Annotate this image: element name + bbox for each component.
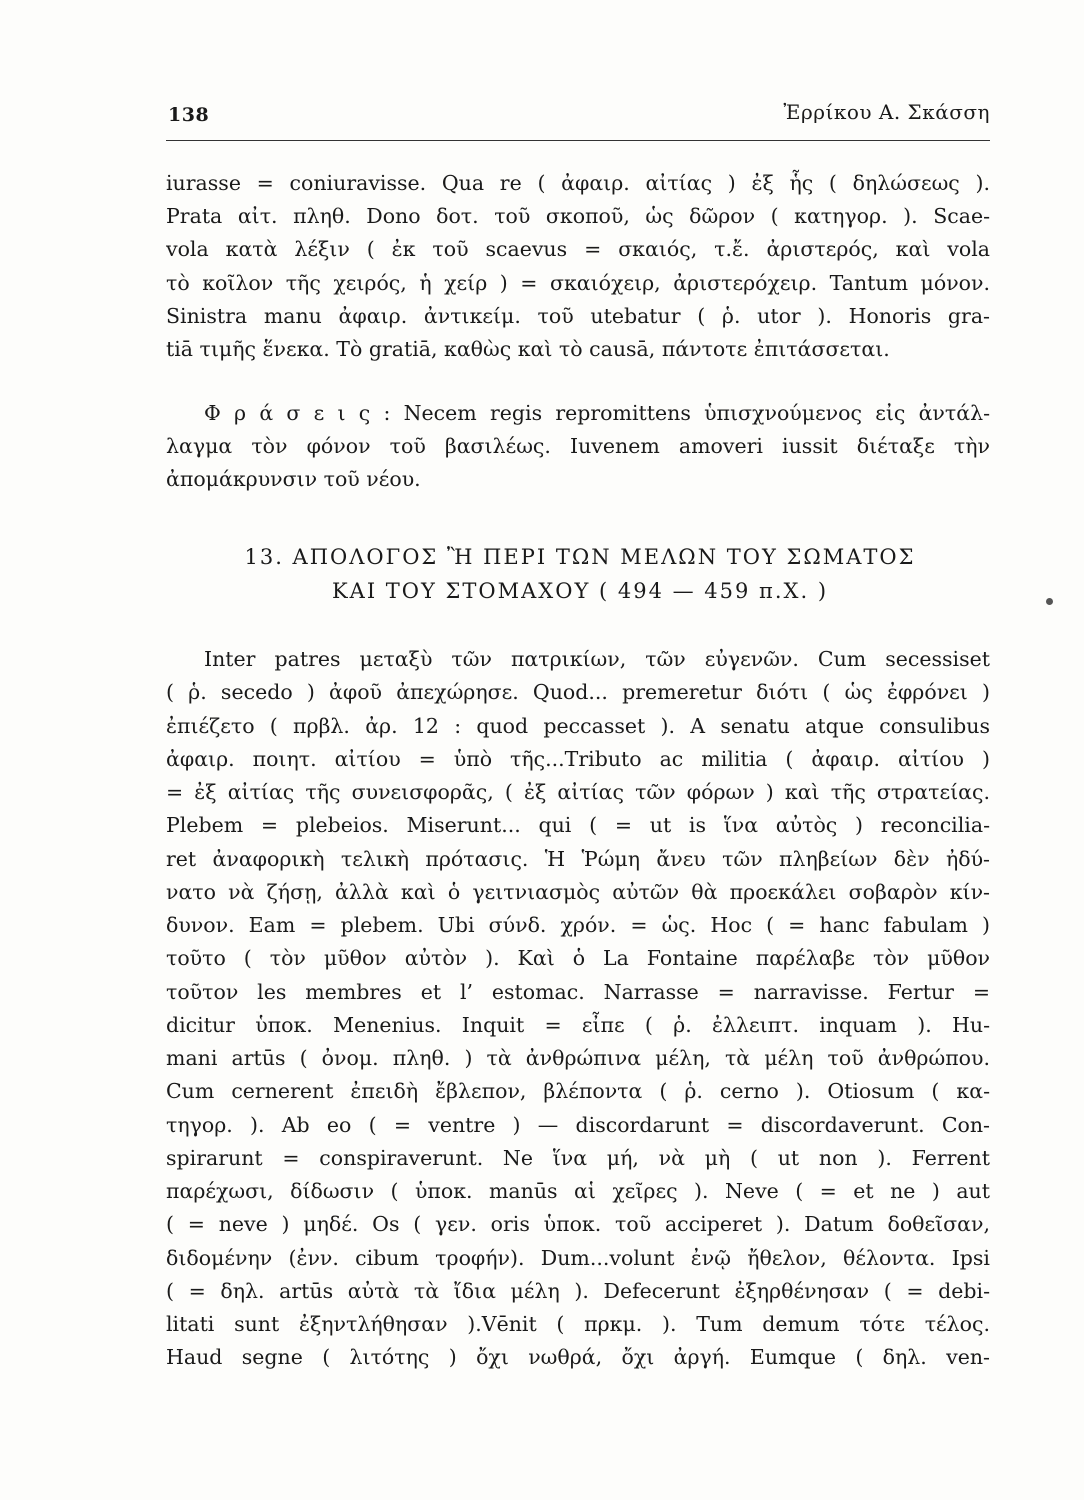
section-heading — [200, 540, 960, 608]
text-line: Cum cernerent ἐπειδὴ ἔβλεπον, βλέποντα ( ῥ. cerno ). Otiosum ( κα- — [166, 1079, 990, 1104]
text-line: νατο νὰ ζήσῃ, ἀλλὰ καὶ ὁ γειτνιασμὸς αὐτῶν θὰ προεκάλει σοβαρὸν κίν- — [166, 879, 990, 904]
text-line: ἀπομάκρυνσιν τοῦ νέου. — [166, 467, 421, 492]
commentary-paragraph — [166, 643, 990, 1375]
text-line: iurasse = coniuravisse. Qua re ( ἀφαιρ. αἰτίας ) ἐξ ἧς ( δηλώσεως ). — [166, 171, 990, 195]
text-line: tiā τιμῆς ἕνεκα. Τὸ gratiā, καθὼς καὶ τὸ causā, πάντοτε ἐπιτάσσεται. — [166, 336, 890, 361]
text-line: Φ ρ ά σ ε ι ς : Necem regis repromittens ὑπισχνούμενος εἰς ἀντάλ- — [204, 401, 990, 425]
text-line: τοῦτον les membres et l’ estomac. Narrasse = narravisse. Fertur = — [166, 979, 990, 1004]
text-line: δυνον. Eam = plebem. Ubi σύνδ. χρόν. = ὡς. Hoc ( = hanc fabulam ) — [166, 913, 990, 937]
text-line: διδομένην (ἐνν. cibum τροφήν). Dum...volunt ἐνῷ ἤθελον, θέλοντα. Ipsi — [166, 1245, 990, 1270]
header-rule — [166, 140, 990, 141]
text-line: Haud segne ( λιτότης ) ὄχι νωθρά, ὄχι ἀργή. Eumque ( δηλ. ven- — [166, 1345, 990, 1370]
text-line: Sinistra manu ἀφαιρ. ἀντικείμ. τοῦ utebatur ( ῥ. utor ). Honoris gra- — [166, 303, 990, 328]
text-line: litati sunt ἐξηντλήθησαν ).Vēnit ( πρκμ. ). Tum demum τότε τέλος. — [166, 1312, 990, 1336]
text-line: vola κατὰ λέξιν ( ἐκ τοῦ scaevus = σκαιός, τ.ἔ. ἀριστερός, καὶ vola — [166, 237, 990, 262]
text-line: ret ἀναφορικὴ τελικὴ πρότασις. Ἡ Ῥώμη ἄνευ τῶν πληβείων δὲν ἠδύ- — [166, 846, 990, 871]
text-line: τηγορ. ). Ab eo ( = ventre ) — discordarunt = discordaverunt. Con- — [166, 1112, 990, 1137]
text-line: ( = δηλ. artūs αὐτὰ τὰ ἴδια μέλη ). Defecerunt ἐξηρθένησαν ( = debi- — [166, 1278, 990, 1303]
section-heading-line-2: ΚΑΙ ΤΟΥ ΣΤΟΜΑΧΟΥ ( 494 — 459 π.Χ. ) — [331, 579, 829, 603]
text-line: Prata αἰτ. πληθ. Dono δοτ. τοῦ σκοποῦ, ὡς δῶρον ( κατηγορ. ). Scae- — [166, 204, 990, 229]
text-line: dicitur ὑποκ. Menenius. Inquit = εἶπε ( ῥ. ἐλλειπτ. inquam ). Hu- — [166, 1012, 990, 1037]
text-line: ( ῥ. secedo ) ἀφοῦ ἀπεχώρησε. Quod... premeretur διότι ( ὡς ἐφρόνει ) — [166, 680, 990, 705]
vocabulary-notes-paragraph — [166, 167, 990, 366]
section-heading-line-1: 13. ΑΠΟΛΟΓΟΣ Ἢ ΠΕΡΙ ΤΩΝ ΜΕΛΩΝ ΤΟΥ ΣΩΜΑΤΟΣ — [244, 545, 916, 569]
text-line: = ἐξ αἰτίας τῆς συνεισφορᾶς, ( ἐξ αἰτίας τῶν φόρων ) καὶ τῆς στρατείας. — [166, 780, 990, 804]
text-line: Inter patres μεταξὺ τῶν πατρικίων, τῶν εὐγενῶν. Cum secessiset — [204, 647, 990, 671]
text-line: τὸ κοῖλον τῆς χειρός, ἡ χείρ ) = σκαιόχειρ, ἀριστερόχειρ. Tantum μόνον. — [166, 270, 990, 295]
text-line: mani artūs ( ὀνομ. πληθ. ) τὰ ἀνθρώπινα μέλη, τὰ μέλη τοῦ ἀνθρώπου. — [166, 1046, 990, 1070]
text-line: ἀφαιρ. ποιητ. αἰτίου = ὑπὸ τῆς...Tributo ac militia ( ἀφαιρ. αἰτίου ) — [166, 746, 990, 771]
text-line: λαγμα τὸν φόνον τοῦ βασιλέως. Iuvenem amoveri iussit διέταξε τὴν — [166, 434, 990, 459]
phrases-paragraph — [166, 397, 990, 497]
text-line: τοῦτο ( τὸν μῦθον αὐτὸν ). Καὶ ὁ La Fontaine παρέλαβε τὸν μῦθον — [166, 946, 990, 971]
text-line: παρέχωσι, δίδωσιν ( ὑποκ. manūs αἱ χεῖρες ). Neve ( = et ne ) aut — [166, 1179, 990, 1203]
page-header — [168, 96, 990, 136]
page-number: 138 — [168, 104, 210, 126]
running-head: Ἐρρίκου Α. Σκάσση — [783, 100, 990, 124]
text-line: spirarunt = conspiraverunt. Ne ἵνα μή, νὰ μὴ ( ut non ). Ferrent — [166, 1145, 990, 1170]
margin-dot-mark — [1046, 598, 1053, 605]
text-line: ἐπιέζετο ( πρβλ. ἀρ. 12 : quod peccasset ). A senatu atque consulibus — [166, 713, 990, 738]
text-line: Plebem = plebeios. Miserunt... qui ( = ut is ἵνα αὐτὸς ) reconcilia- — [166, 813, 990, 838]
text-line: ( = neve ) μηδέ. Os ( γεν. oris ὑποκ. τοῦ acciperet ). Datum δοθεῖσαν, — [166, 1212, 990, 1237]
